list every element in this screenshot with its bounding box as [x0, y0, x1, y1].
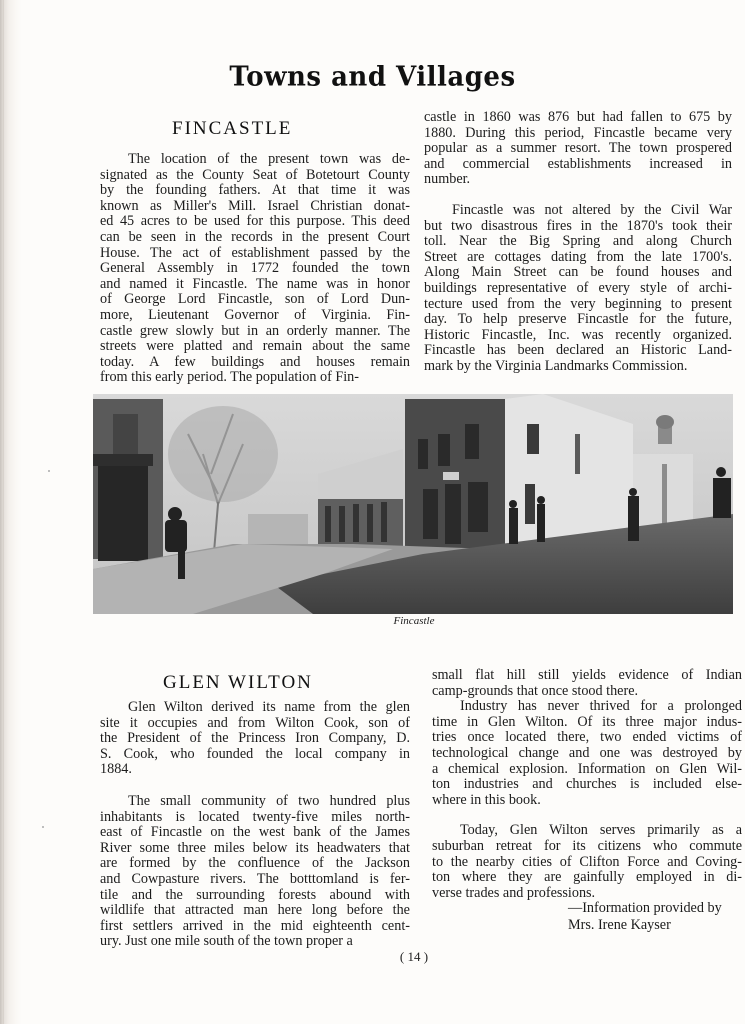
- text-line: of George Lord Fincastle, son of Lord Dun-: [100, 291, 410, 308]
- text-line: small flat hill still yields evidence of Indian: [432, 667, 742, 683]
- text-line: Today, Glen Wilton serves primarily as a: [460, 822, 742, 839]
- fincastle-paragraph-1: [100, 152, 410, 386]
- text-line: Fincastle has been declared an Historic Land-: [424, 342, 732, 359]
- text-line: toll. Near the Big Spring and along Church: [424, 233, 732, 250]
- glen-wilton-paragraph-4: [432, 823, 742, 901]
- glen-wilton-left-column: [100, 700, 410, 950]
- glen-wilton-heading: GLEN WILTON: [163, 672, 313, 693]
- text-line: but two disastrous fires in the 1870's took their: [424, 217, 732, 234]
- text-line: ton industries and churches is included else-: [432, 776, 742, 793]
- page-number: ( 14 ): [399, 949, 429, 964]
- text-line: today. A few buildings and houses remain: [100, 353, 410, 370]
- text-line: ed 45 acres to be used for this purpose. This deed: [100, 213, 410, 230]
- text-line: suburban retreat for its citizens who commute: [432, 837, 742, 854]
- text-line: House. The act of establishment passed by the: [100, 244, 410, 261]
- text-line: and named it Fincastle. The name was in honor: [100, 275, 410, 292]
- text-line: tries once located there, two ended victims of: [432, 729, 742, 746]
- glen-wilton-paragraph-3: [432, 699, 742, 808]
- text-line: tile and the surrounding forests abound with: [100, 886, 410, 903]
- text-line: a chemical explosion. Information on Glen Wil-: [432, 760, 742, 777]
- fincastle-heading: FINCASTLE: [172, 118, 293, 139]
- attribution: [568, 900, 722, 934]
- text-line: castle grew slowly but in an orderly manner. The: [100, 322, 410, 339]
- fincastle-paragraph-2: [424, 203, 732, 375]
- text-line: inhabitants is located twenty-five miles north-: [100, 808, 410, 825]
- fincastle-street-photo: [93, 394, 733, 614]
- fincastle-right-column: [424, 110, 732, 375]
- text-line: signated as the County Seat of Botetourt County: [100, 166, 410, 183]
- text-line: mark by the Virginia Landmarks Commission.: [424, 357, 688, 374]
- text-line: wildlife that attracted man here long before the: [100, 902, 410, 919]
- text-line: 1884.: [100, 761, 132, 778]
- text-line: first settlers arrived in the mid eighteenth cent-: [100, 917, 410, 934]
- text-line: Fincastle was not altered by the Civil War: [452, 201, 732, 218]
- text-line: tecture used from the very beginning to present: [424, 295, 732, 312]
- text-line: Along Main Street can be found houses and: [424, 264, 732, 281]
- attribution-author: Mrs. Irene Kayser: [568, 917, 671, 933]
- text-line: verse trades and professions.: [432, 884, 596, 901]
- text-line: ton where they are gainfully employed in di-: [432, 869, 742, 886]
- text-line: Historic Fincastle, Inc. was recently organized.: [424, 326, 732, 343]
- text-line: Street are cottages dating from the late 1700's.: [424, 248, 732, 265]
- text-line: popular as a summer resort. The town prospered: [424, 140, 732, 157]
- text-line: site it occupies and from Wilton Cook, son of: [100, 714, 410, 731]
- text-line: and Cowpasture rivers. The botttomland is fer-: [100, 870, 410, 887]
- text-line: General Assembly in 1772 founded the town: [100, 260, 410, 277]
- scan-speck: [42, 826, 44, 828]
- text-line: Industry has never thrived for a prolonged: [460, 698, 742, 715]
- text-line: River some three miles below its headwaters that: [100, 839, 410, 856]
- text-line: to the nearby cities of Clifton Force and Coving-: [432, 853, 742, 870]
- text-line: number.: [424, 171, 471, 188]
- text-line: day. To help preserve Fincastle for the future,: [424, 311, 732, 328]
- text-line: east of Fincastle on the west bank of the James: [100, 824, 410, 841]
- text-line: The small community of two hundred plus: [128, 792, 410, 809]
- attribution-line-1: —Information provided by: [568, 900, 722, 916]
- text-line: are formed by the confluence of the Jackson: [100, 855, 410, 872]
- text-line: by the founding fathers. At that time it was: [100, 182, 410, 199]
- glen-wilton-right-column: [432, 668, 742, 901]
- text-line: the President of the Princess Iron Company, D.: [100, 730, 410, 747]
- text-line: The location of the present town was de-: [128, 151, 410, 167]
- text-line: more, Lieutenant Governor of Virginia. Fin-: [100, 306, 410, 323]
- text-line: time in Glen Wilton. Of its three major indus-: [432, 713, 742, 730]
- text-line: S. Cook, who founded the local company in: [100, 745, 410, 762]
- scan-speck: [48, 470, 50, 472]
- text-line: streets were platted and remain about the same: [100, 338, 410, 355]
- text-line: known as Miller's Mill. Israel Christian donat-: [100, 197, 410, 214]
- photo-caption: Fincastle: [393, 615, 435, 627]
- text-line: where in this book.: [432, 791, 541, 808]
- glen-wilton-paragraph-1: [100, 700, 410, 778]
- text-line: buildings representative of every style of archi-: [424, 279, 732, 296]
- text-line: and commercial establishments increased in: [424, 155, 732, 172]
- page-binding-shadow: [0, 0, 22, 1024]
- glen-wilton-paragraph-2: [100, 794, 410, 950]
- fincastle-paragraph-1-continued: [424, 110, 732, 188]
- text-line: can be seen in the records in the present Court: [100, 228, 410, 245]
- text-line: castle in 1860 was 876 but had fallen to 675 by: [424, 109, 732, 125]
- text-line: Glen Wilton derived its name from the glen: [128, 699, 410, 715]
- text-line: technological change and one was destroyed by: [432, 744, 742, 761]
- text-line: 1880. During this period, Fincastle became very: [424, 124, 732, 141]
- text-line: camp-grounds that once stood there.: [432, 682, 639, 699]
- fincastle-left-column: [100, 152, 410, 386]
- page-title: Towns and Villages: [229, 61, 516, 93]
- glen-wilton-paragraph-2-continued: [432, 668, 742, 699]
- text-line: from this early period. The population of Fin-: [100, 369, 360, 386]
- text-line: ury. Just one mile south of the town proper a: [100, 933, 353, 950]
